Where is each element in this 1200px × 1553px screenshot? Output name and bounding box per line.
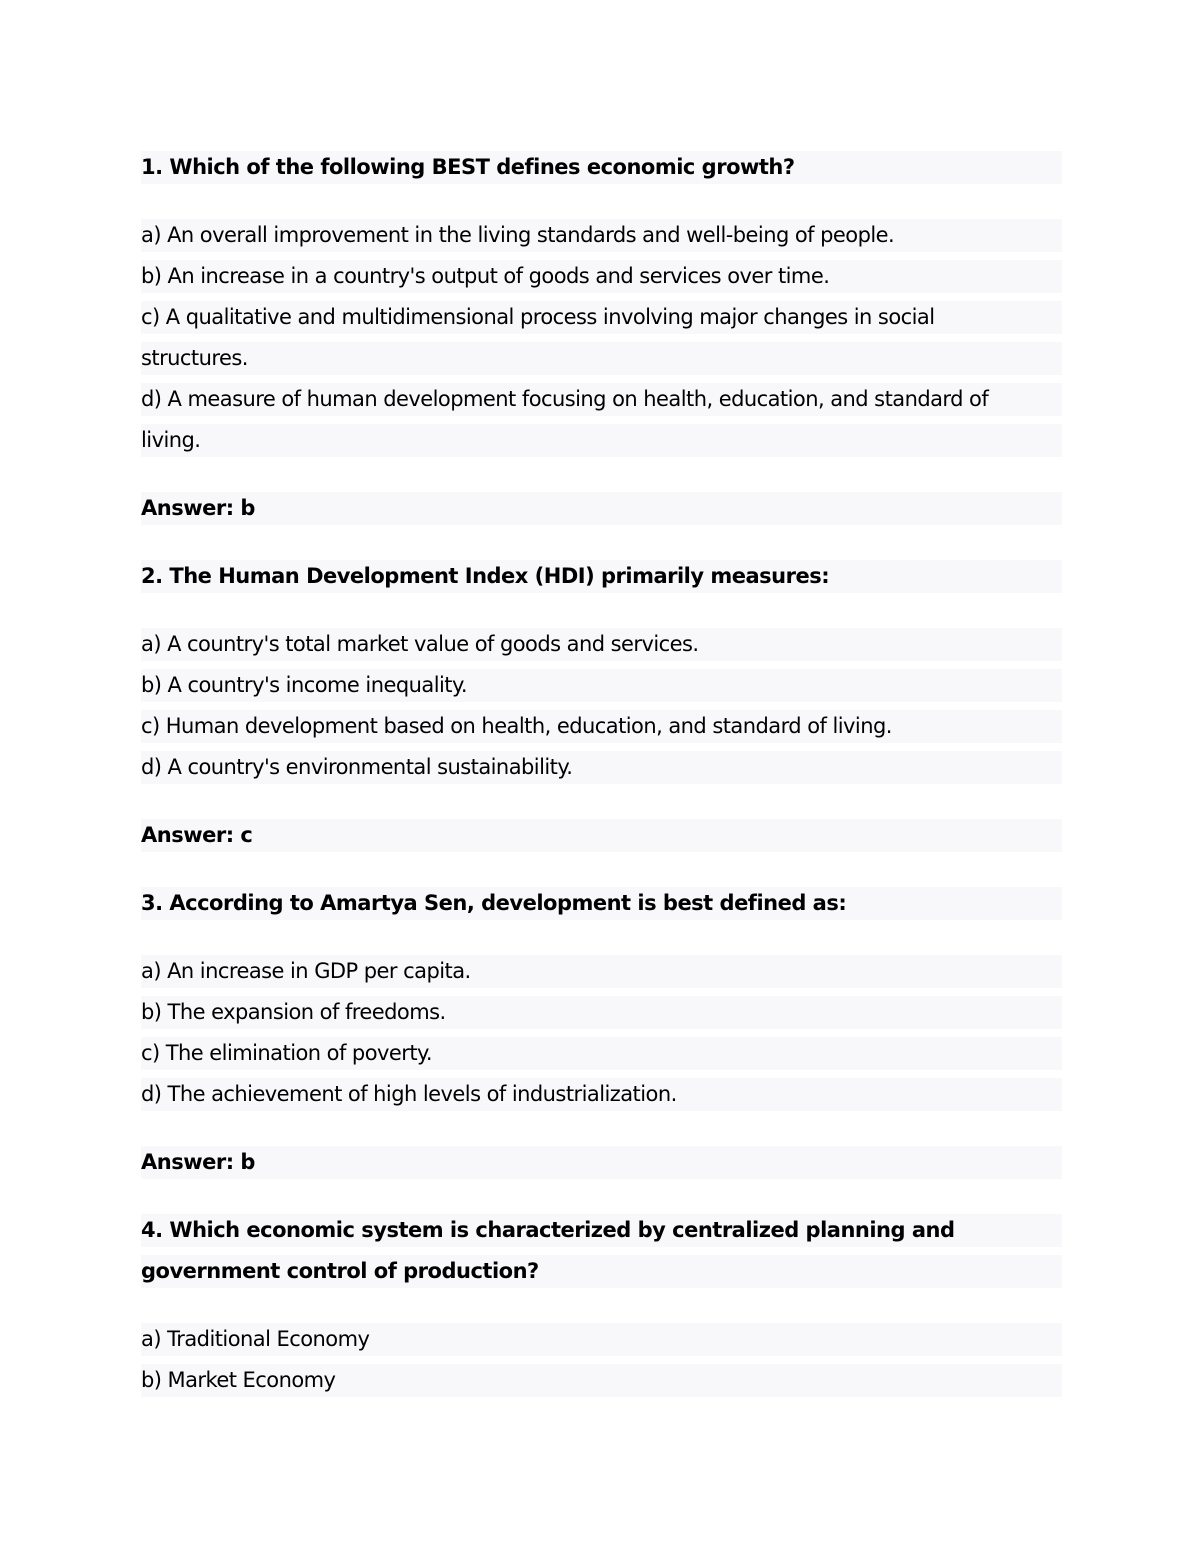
spacer [141, 533, 1062, 560]
question-4-text-cont: government control of production? [141, 1255, 1062, 1288]
spacer [141, 1187, 1062, 1214]
spacer [141, 1296, 1062, 1323]
question-4-option-b: b) Market Economy [141, 1364, 1062, 1397]
question-1-text: 1. Which of the following BEST defines economic growth? [141, 151, 1062, 184]
question-2-text: 2. The Human Development Index (HDI) primarily measures: [141, 560, 1062, 593]
question-3-option-b: b) The expansion of freedoms. [141, 996, 1062, 1029]
question-3-option-c: c) The elimination of poverty. [141, 1037, 1062, 1070]
question-2-option-b: b) A country's income inequality. [141, 669, 1062, 702]
question-2-option-a: a) A country's total market value of goods and services. [141, 628, 1062, 661]
question-1-option-d: d) A measure of human development focusing on health, education, and standard of [141, 383, 1062, 416]
spacer [141, 465, 1062, 492]
question-3-option-d: d) The achievement of high levels of industrialization. [141, 1078, 1062, 1111]
spacer [141, 1119, 1062, 1146]
question-4-option-a: a) Traditional Economy [141, 1323, 1062, 1356]
question-1-option-d-cont: living. [141, 424, 1062, 457]
question-4-text: 4. Which economic system is characterized by centralized planning and [141, 1214, 1062, 1247]
question-1-option-c-cont: structures. [141, 342, 1062, 375]
question-1-answer: Answer: b [141, 492, 1062, 525]
question-2-option-d: d) A country's environmental sustainability. [141, 751, 1062, 784]
document-page [141, 151, 1062, 1405]
spacer [141, 792, 1062, 819]
spacer [141, 860, 1062, 887]
question-3-text: 3. According to Amartya Sen, development is best defined as: [141, 887, 1062, 920]
question-3-option-a: a) An increase in GDP per capita. [141, 955, 1062, 988]
spacer [141, 192, 1062, 219]
spacer [141, 928, 1062, 955]
question-1-option-a: a) An overall improvement in the living standards and well-being of people. [141, 219, 1062, 252]
question-2-option-c: c) Human development based on health, education, and standard of living. [141, 710, 1062, 743]
question-2-answer: Answer: c [141, 819, 1062, 852]
question-3-answer: Answer: b [141, 1146, 1062, 1179]
question-1-option-c: c) A qualitative and multidimensional process involving major changes in social [141, 301, 1062, 334]
question-1-option-b: b) An increase in a country's output of goods and services over time. [141, 260, 1062, 293]
spacer [141, 601, 1062, 628]
